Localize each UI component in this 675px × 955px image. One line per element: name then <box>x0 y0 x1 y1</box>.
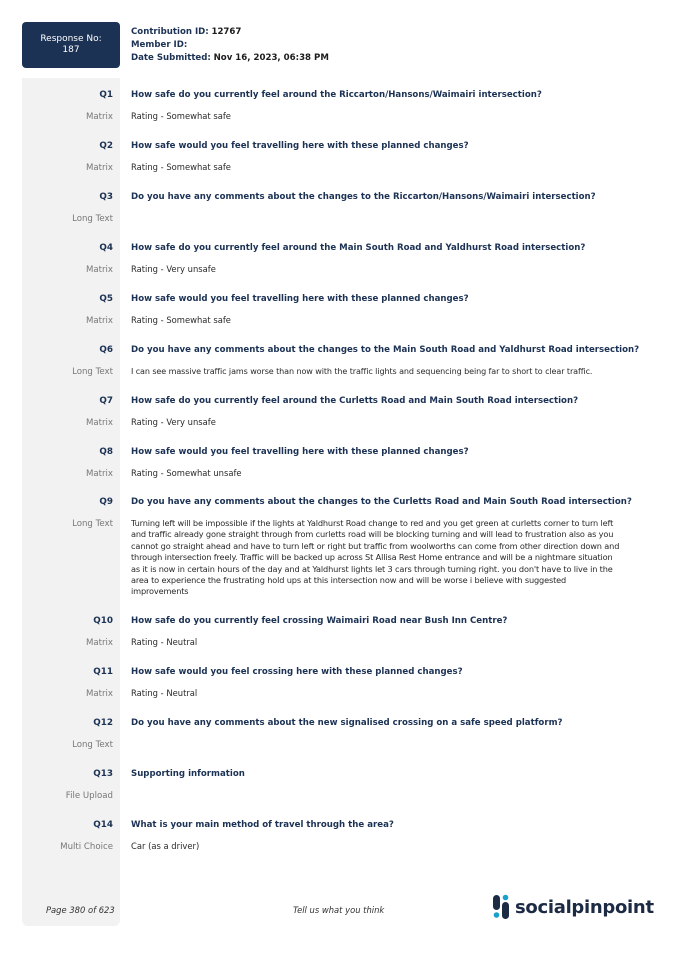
answer-type: Matrix <box>85 689 113 699</box>
logo-text: socialpinpoint <box>515 896 654 918</box>
response-number: 187 <box>62 45 80 55</box>
member-id-row: Member ID: <box>131 40 188 50</box>
pinpoint-logo-icon <box>492 894 510 920</box>
answer-text: Rating - Somewhat safe <box>131 162 231 172</box>
question-text: How safe would you feel crossing here with these planned changes? <box>131 667 463 677</box>
question-text: How safe would you feel travelling here with these planned changes? <box>131 447 469 457</box>
answer-text: I can see massive traffic jams worse than now with the traffic lights and sequencing being far to short to clear traffic. <box>131 367 593 376</box>
question-number: Q7 <box>99 396 113 406</box>
socialpinpoint-logo <box>492 894 654 920</box>
page-number: Page 380 of 623 <box>46 905 115 915</box>
answer-text: Rating - Somewhat safe <box>131 315 231 325</box>
answer-type: Long Text <box>72 367 113 377</box>
response-label: Response No: <box>40 34 102 44</box>
question-number: Q2 <box>99 141 113 151</box>
question-text: Do you have any comments about the changes to the Riccarton/Hansons/Waimairi intersection? <box>131 192 596 202</box>
answer-type: Multi Choice <box>60 842 113 852</box>
question-number: Q4 <box>99 243 113 253</box>
question-number: Q10 <box>93 616 113 626</box>
answer-text: Rating - Neutral <box>131 637 198 647</box>
answer-type: Matrix <box>85 418 113 428</box>
question-number: Q14 <box>93 820 113 830</box>
footer-tagline: Tell us what you think <box>293 905 385 915</box>
answer-text: Rating - Very unsafe <box>131 417 216 427</box>
answer-type: Long Text <box>72 214 113 224</box>
date-submitted-row: Date Submitted: Nov 16, 2023, 06:38 PM <box>131 53 329 63</box>
question-text: How safe would you feel travelling here with these planned changes? <box>131 294 469 304</box>
question-number: Q11 <box>93 667 113 677</box>
question-text: Do you have any comments about the changes to the Curletts Road and Main South Road intersection? <box>131 497 632 507</box>
question-number: Q13 <box>93 769 113 779</box>
response-number-badge <box>22 22 120 68</box>
answer-type: Matrix <box>85 469 113 479</box>
answer-text: Rating - Neutral <box>131 688 198 698</box>
answer-type: Matrix <box>85 163 113 173</box>
answer-text: Rating - Somewhat unsafe <box>131 468 242 478</box>
question-number: Q5 <box>99 294 113 304</box>
question-text: How safe do you currently feel around the Main South Road and Yaldhurst Road intersection? <box>131 243 586 253</box>
contribution-id: 12767 <box>211 27 242 37</box>
answer-type: Matrix <box>85 265 113 275</box>
question-text: How safe do you currently feel around the Curletts Road and Main South Road intersection? <box>131 396 579 406</box>
question-text: Supporting information <box>131 769 245 779</box>
answer-type: File Upload <box>65 791 113 801</box>
question-number: Q1 <box>99 90 113 100</box>
question-text: How safe would you feel travelling here with these planned changes? <box>131 141 469 151</box>
question-number: Q3 <box>99 192 113 202</box>
submission-meta <box>131 26 329 65</box>
answer-text: Turning left will be impossible if the lights at Yaldhurst Road change to red and you get green at curletts corner to turn left and traffic already gone straight through from curletts road will be blocking turning and will lead to frustration also as you cannot go straight ahead and have to turn left or right but traffic from woolworths can come from other direction down and through intersection freely. Traffic will be backed up across St Allisa Rest Home entrance and will be a nightmare situation as it is now in certain hours of the day and at Yaldhurst lights let 3 cars through turning right. you don't have to live in the area to experience the frustrating hold ups at this intersection now and will be worse i believe with suggested improvements <box>131 518 620 597</box>
question-number: Q12 <box>93 718 113 728</box>
question-number: Q6 <box>99 345 113 355</box>
answer-text: Car (as a driver) <box>131 841 200 851</box>
question-text: What is your main method of travel through the area? <box>131 820 394 830</box>
question-text: Do you have any comments about the changes to the Main South Road and Yaldhurst Road intersection? <box>131 345 640 355</box>
answer-type: Long Text <box>72 740 113 750</box>
answer-text: Rating - Somewhat safe <box>131 111 231 121</box>
question-number: Q8 <box>99 447 113 457</box>
question-text: How safe do you currently feel around the Riccarton/Hansons/Waimairi intersection? <box>131 90 542 100</box>
date-submitted: Nov 16, 2023, 06:38 PM <box>213 53 329 63</box>
question-text: Do you have any comments about the new signalised crossing on a safe speed platform? <box>131 718 563 728</box>
contribution-id-row: Contribution ID: 12767 <box>131 27 242 37</box>
answer-type: Matrix <box>85 638 113 648</box>
answer-type: Matrix <box>85 316 113 326</box>
question-number: Q9 <box>99 497 113 507</box>
answer-type: Long Text <box>72 519 113 529</box>
answer-text: Rating - Very unsafe <box>131 264 216 274</box>
answer-type: Matrix <box>85 112 113 122</box>
question-text: How safe do you currently feel crossing Waimairi Road near Bush Inn Centre? <box>131 616 508 626</box>
